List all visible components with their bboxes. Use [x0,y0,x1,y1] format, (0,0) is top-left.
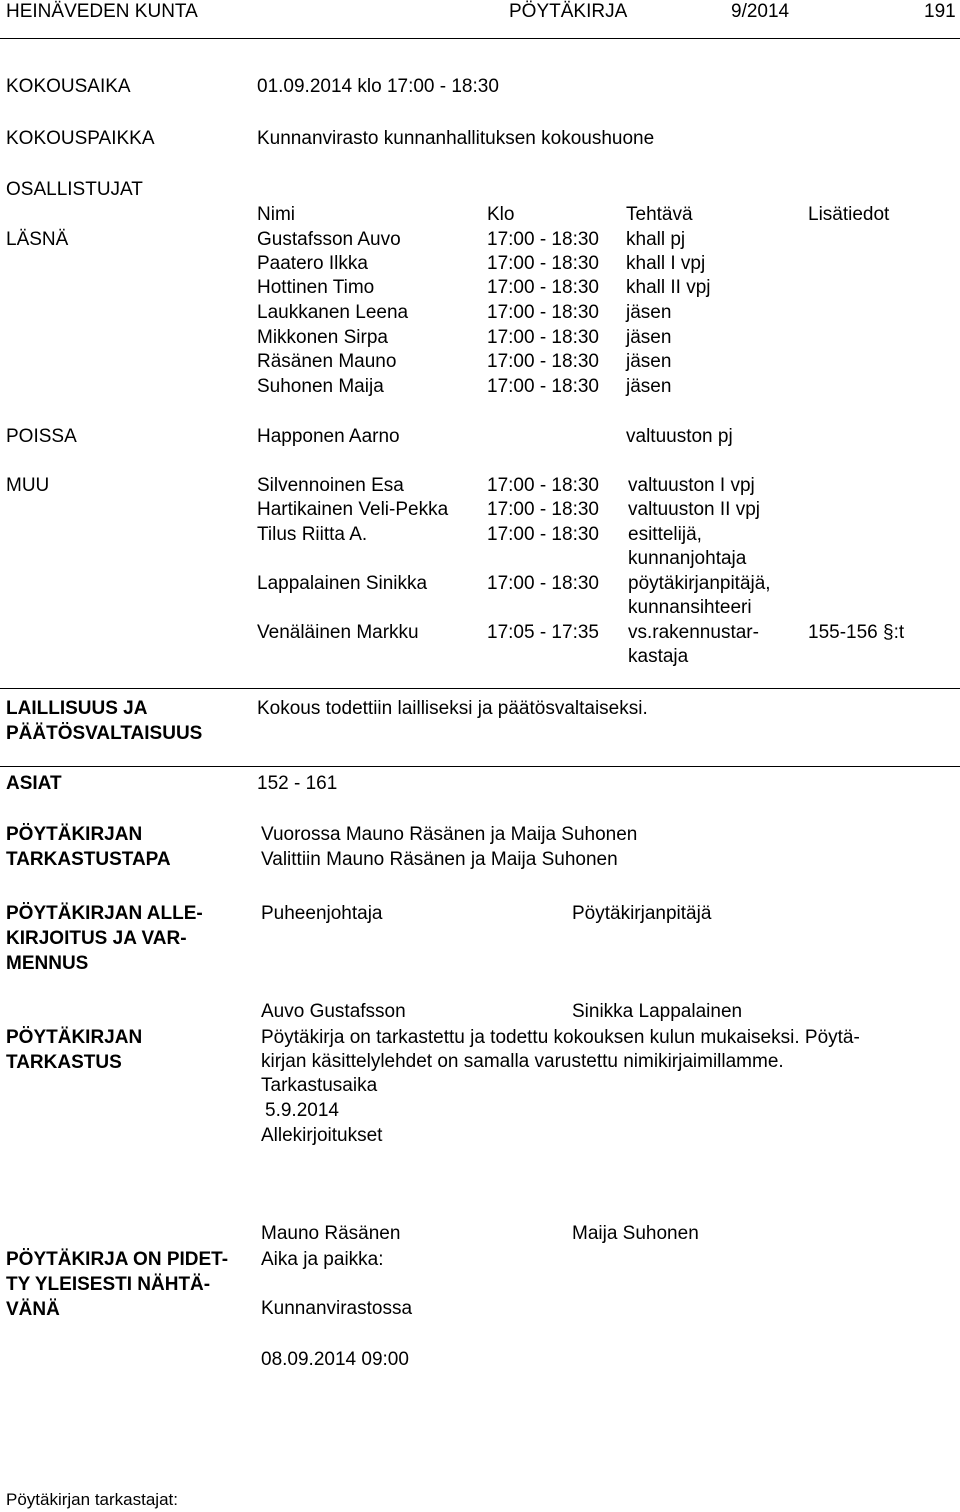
participant-time: 17:00 - 18:30 [487,302,599,323]
participant-role: jäsen [626,351,672,372]
checking-method-label-line2: TARKASTUSTAPA [6,849,171,870]
participant-name: Lappalainen Sinikka [257,573,428,594]
participant-role: khall I vpj [626,253,706,274]
matters-value: 152 - 161 [257,773,338,794]
participant-name: Hottinen Timo [257,277,375,298]
participant-name: Paatero Ilkka [257,253,368,274]
signing-label-line2: KIRJOITUS JA VAR- [6,928,187,949]
participant-role: jäsen [626,376,672,397]
participant-time: 17:00 - 18:30 [487,475,599,496]
time-place-label: Aika ja paikka: [261,1249,384,1270]
chair-title: Puheenjohtaja [261,903,383,924]
participant-role: valtuuston II vpj [628,499,761,520]
participant-name: Hartikainen Veli-Pekka [257,499,449,520]
header-doc-type: PÖYTÄKIRJA [509,1,628,22]
column-time-header: Klo [487,204,515,225]
signing-label-line1: PÖYTÄKIRJAN ALLE- [6,903,203,924]
checking-label-line2: TARKASTUS [6,1052,122,1073]
participant-role: jäsen [626,302,672,323]
participant-time: 17:00 - 18:30 [487,573,599,594]
participant-name: Gustafsson Auvo [257,229,401,250]
checking-label-line1: PÖYTÄKIRJAN [6,1027,143,1048]
participant-role-continued: kunnanjohtaja [628,548,747,569]
participant-role-continued: kunnansihteeri [628,597,752,618]
meeting-time-value: 01.09.2014 klo 17:00 - 18:30 [257,76,499,97]
signatures-label: Allekirjoitukset [261,1125,383,1146]
checking-text-line1: Pöytäkirja on tarkastettu ja todettu kokouksen kulun mukaiseksi. Pöytä- [261,1027,860,1048]
legality-label-line1: LAILLISUUS JA [6,698,148,719]
checking-date: 5.9.2014 [265,1100,339,1121]
participant-role: vs.rakennustar- [628,622,759,643]
matters-label: ASIAT [6,773,62,794]
meeting-time-label: KOKOUSAIKA [6,76,131,97]
participant-time: 17:00 - 18:30 [487,229,599,250]
participant-role-continued: kastaja [628,646,689,667]
participant-role: khall II vpj [626,277,711,298]
header-page-number: 191 [924,1,956,22]
meeting-place-label: KOKOUSPAIKKA [6,128,155,149]
present-label: LÄSNÄ [6,229,69,250]
participant-role: pöytäkirjanpitäjä, [628,573,771,594]
checking-method-label-line1: PÖYTÄKIRJAN [6,824,143,845]
participant-time: 17:00 - 18:30 [487,327,599,348]
participant-name: Silvennoinen Esa [257,475,404,496]
display-place: Kunnanvirastossa [261,1298,413,1319]
public-display-label-line1: PÖYTÄKIRJA ON PIDET- [6,1249,229,1270]
signing-label-line3: MENNUS [6,953,89,974]
participant-time: 17:00 - 18:30 [487,524,599,545]
participant-name: Venäläinen Markku [257,622,419,643]
participant-time: 17:00 - 18:30 [487,376,599,397]
participant-time: 17:00 - 18:30 [487,499,599,520]
participant-name: Tilus Riitta A. [257,524,368,545]
checker2-name: Maija Suhonen [572,1223,699,1244]
participant-role: valtuuston I vpj [628,475,755,496]
participant-time: 17:00 - 18:30 [487,351,599,372]
column-role-header: Tehtävä [626,204,693,225]
participant-role: esittelijä, [628,524,702,545]
participant-name: Mikkonen Sirpa [257,327,388,348]
participant-time: 17:00 - 18:30 [487,253,599,274]
header-divider [0,38,960,39]
checking-time-label: Tarkastusaika [261,1075,378,1096]
legality-text: Kokous todettiin lailliseksi ja päätösvaltaiseksi. [257,698,648,719]
participant-time: 17:00 - 18:30 [487,277,599,298]
participant-name: Räsänen Mauno [257,351,397,372]
checking-text-line2: kirjan käsittelylehdet on samalla varustettu nimikirjaimillamme. [261,1051,784,1072]
header-municipality: HEINÄVEDEN KUNTA [6,1,198,22]
secretary-title: Pöytäkirjanpitäjä [572,903,712,924]
absent-name: Happonen Aarno [257,426,400,447]
legality-label-line2: PÄÄTÖSVALTAISUUS [6,723,203,744]
absent-label: POISSA [6,426,77,447]
public-display-label-line2: TY YLEISESTI NÄHTÄ- [6,1274,211,1295]
participant-extra: 155-156 §:t [808,622,905,643]
participant-name: Laukkanen Leena [257,302,409,323]
participant-name: Suhonen Maija [257,376,384,397]
section-divider [0,766,960,767]
meeting-place-value: Kunnanvirasto kunnanhallituksen kokoushuone [257,128,655,149]
participants-label: OSALLISTUJAT [6,179,143,200]
other-label: MUU [6,475,50,496]
participant-role: khall pj [626,229,686,250]
display-datetime: 08.09.2014 09:00 [261,1349,409,1370]
section-divider [0,688,960,689]
secretary-name: Sinikka Lappalainen [572,1001,743,1022]
checking-method-line1: Vuorossa Mauno Räsänen ja Maija Suhonen [261,824,638,845]
footer-checkers-label: Pöytäkirjan tarkastajat: [6,1490,178,1509]
absent-role: valtuuston pj [626,426,733,447]
checking-method-line2: Valittiin Mauno Räsänen ja Maija Suhonen [261,849,618,870]
column-name-header: Nimi [257,204,295,225]
column-extra-header: Lisätiedot [808,204,890,225]
header-issue: 9/2014 [731,1,790,22]
public-display-label-line3: VÄNÄ [6,1299,60,1320]
participant-role: jäsen [626,327,672,348]
checker1-name: Mauno Räsänen [261,1223,401,1244]
chair-name: Auvo Gustafsson [261,1001,406,1022]
participant-time: 17:05 - 17:35 [487,622,599,643]
